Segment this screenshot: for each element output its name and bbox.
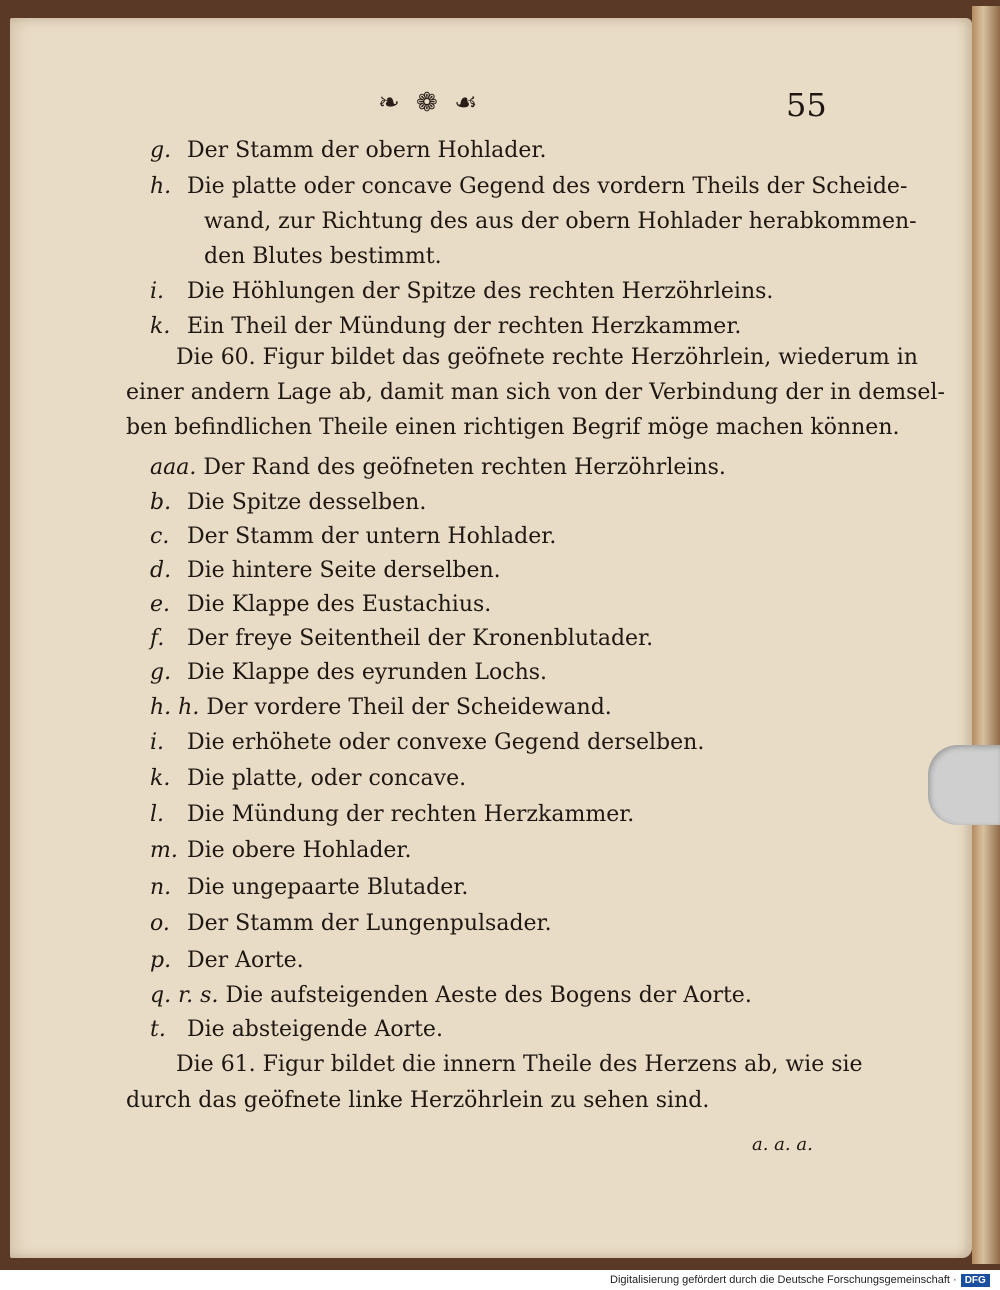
text-line: g. Der Stamm der obern Hohlader. — [150, 138, 547, 163]
page-tab — [928, 745, 1000, 825]
text-line: f. Der freye Seitentheil der Kronenblutader. — [150, 626, 654, 651]
catchword: a. a. a. — [752, 1134, 813, 1155]
text-line: h. h. Der vordere Theil der Scheidewand. — [150, 695, 612, 720]
text-line: t. Die absteigende Aorte. — [150, 1017, 443, 1042]
text-line: n. Die ungepaarte Blutader. — [150, 875, 469, 900]
text-line: k. Ein Theil der Mündung der rechten Herzkammer. — [150, 314, 742, 339]
text-line: d. Die hintere Seite derselben. — [150, 558, 501, 583]
text-line: den Blutes bestimmt. — [204, 244, 442, 269]
text-line: g. Die Klappe des eyrunden Lochs. — [150, 660, 548, 685]
text-line: aaa. Der Rand des geöfneten rechten Herzöhrleins. — [150, 455, 726, 480]
text-line: einer andern Lage ab, damit man sich von der Verbindung der in demsel- — [126, 380, 945, 405]
text-line: o. Der Stamm der Lungenpulsader. — [150, 911, 552, 936]
header-ornament: ❧ ❁ ☙ — [378, 88, 482, 118]
text-line: m. Die obere Hohlader. — [150, 838, 412, 863]
text-line: h. Die platte oder concave Gegend des vordern Theils der Scheide- — [150, 174, 908, 199]
text-line: k. Die platte, oder concave. — [150, 766, 467, 791]
text-line: e. Die Klappe des Eustachius. — [150, 592, 492, 617]
text-line: durch das geöfnete linke Herzöhrlein zu sehen sind. — [126, 1088, 710, 1113]
text-line: i. Die erhöhete oder convexe Gegend derselben. — [150, 730, 705, 755]
text-line: c. Der Stamm der untern Hohlader. — [150, 524, 557, 549]
digitization-credit — [610, 1274, 990, 1287]
credit-text: Digitalisierung gefördert durch die Deutsche Forschungsgemeinschaft · — [610, 1274, 957, 1286]
text-line: b. Die Spitze desselben. — [150, 490, 427, 515]
text-line: wand, zur Richtung des aus der obern Hohlader herabkommen- — [204, 209, 917, 234]
book-edge — [972, 6, 1000, 1264]
text-line: Die 60. Figur bildet das geöfnete rechte Herzöhrlein, wiederum in — [176, 345, 918, 370]
text-line: q. r. s. Die aufsteigenden Aeste des Bogens der Aorte. — [150, 983, 752, 1008]
text-line: p. Der Aorte. — [150, 948, 304, 973]
text-line: i. Die Höhlungen der Spitze des rechten Herzöhrleins. — [150, 279, 774, 304]
page-number: 55 — [786, 86, 827, 124]
text-line: l. Die Mündung der rechten Herzkammer. — [150, 802, 635, 827]
dfg-logo: DFG — [961, 1274, 990, 1287]
text-line: Die 61. Figur bildet die innern Theile des Herzens ab, wie sie — [176, 1052, 863, 1077]
text-line: ben befindlichen Theile einen richtigen Begrif möge machen können. — [126, 415, 900, 440]
